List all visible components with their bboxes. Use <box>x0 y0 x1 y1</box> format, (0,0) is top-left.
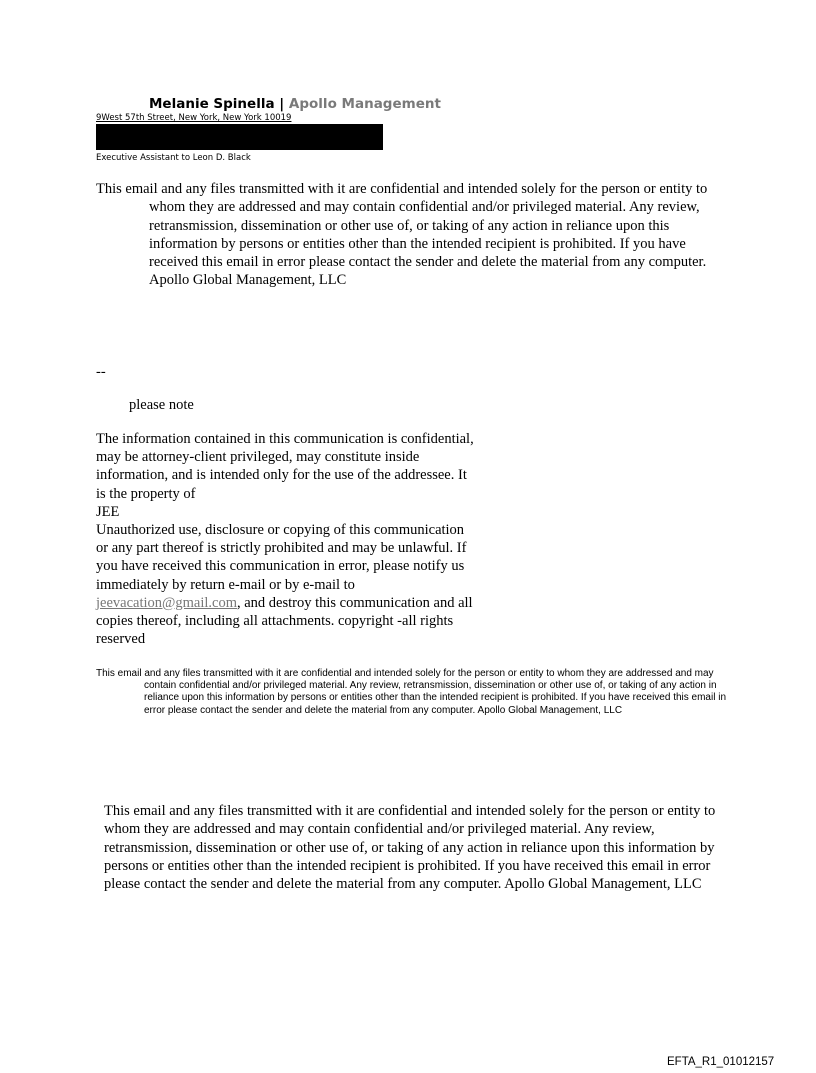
disclaimer-1: This email and any files transmitted with it are confidential and intended solely for the person or entity to whom they are addressed and may contain confidential and/or privileged material. Any review, retransmission, dissemination or other use of, or taking of any action in reliance upon this information by persons or entities other than the intended recipient is prohibited. If you have received this email in error please contact the sender and delete the material from any computer. Apollo Global Management, LLC <box>96 181 708 289</box>
signature-title: Executive Assistant to Leon D. Black <box>96 153 251 163</box>
email-link[interactable]: jeevacation@gmail.com <box>96 594 237 611</box>
confidentiality-part-2: Unauthorized use, disclosure or copying of this communication or any part thereof is strictly prohibited and may be unlawful. If you have received this communication in error, please notify us immediately by return e-mail or by e-mail to <box>96 522 467 593</box>
signature-name: Melanie Spinella <box>149 96 275 112</box>
separator-dashes: -- <box>96 364 106 380</box>
signature-address: 9West 57th Street, New York, New York 10019 <box>96 113 292 123</box>
signature-company: Apollo Management <box>288 96 441 112</box>
disclaimer-2: This email and any files transmitted with it are confidential and intended solely for the person or entity to whom they are addressed and may contain confidential and/or privileged material. Any review, retransmission, dissemination or other use of, or taking of any action in reliance upon this information by persons or entities other than the intended recipient is prohibited. If you have received this email in error please contact the sender and delete the material from any computer. Apollo Global Management, LLC <box>96 668 727 716</box>
disclaimer-3: This email and any files transmitted with it are confidential and intended solely for the person or entity to whom they are addressed and may contain confidential and/or privileged material. Any review, retransmission, dissemination or other use of, or taking of any action in reliance upon this information by persons or entities other than the intended recipient is prohibited. If you have received this email in error please contact the sender and delete the material from any computer. Apollo Global Management, LLC <box>104 803 716 893</box>
confidentiality-part-3: , and destroy this communication and all copies thereof, including all attachments. copyright -all rights reserved <box>96 594 473 648</box>
confidentiality-notice <box>96 430 476 648</box>
document-id: EFTA_R1_01012157 <box>667 1056 775 1068</box>
note-line: please note <box>129 397 194 413</box>
confidentiality-owner: JEE <box>96 503 120 520</box>
signature-name-line <box>149 96 441 112</box>
redaction-bar <box>96 124 383 150</box>
signature-separator: | <box>279 96 285 112</box>
confidentiality-part-1: The information contained in this communication is confidential, may be attorney-client privileged, may constitute inside information, and is intended only for the use of the addressee. It is the property of <box>96 431 474 502</box>
